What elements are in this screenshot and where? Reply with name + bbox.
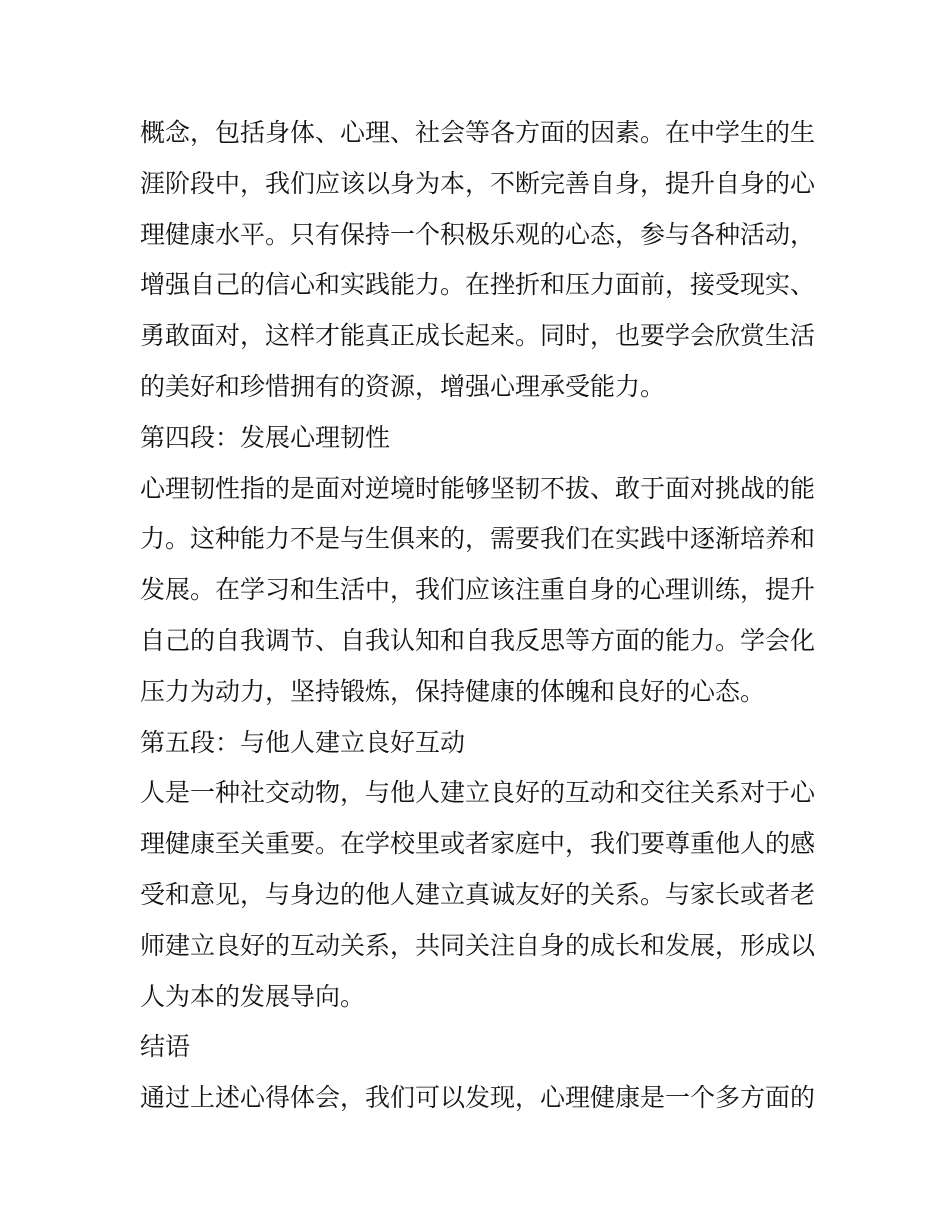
paragraph-line: 通过上述心得体会，我们可以发现，心理健康是一个多方面的 — [140, 1083, 816, 1113]
paragraph-line: 自己的自我调节、自我认知和自我反思等方面的能力。学会化 — [140, 625, 816, 655]
paragraph-line: 人是一种社交动物，与他人建立良好的互动和交往关系对于心 — [140, 778, 816, 808]
paragraph-line: 勇敢面对，这样才能真正成长起来。同时，也要学会欣赏生活 — [140, 321, 816, 351]
paragraph-line: 增强自己的信心和实践能力。在挫折和压力面前，接受现实、 — [140, 270, 816, 300]
paragraph-line: 的美好和珍惜拥有的资源，增强心理承受能力。 — [140, 371, 666, 401]
paragraph-line: 力。这种能力不是与生俱来的，需要我们在实践中逐渐培养和 — [140, 524, 816, 554]
paragraph-line: 发展。在学习和生活中，我们应该注重自身的心理训练，提升 — [140, 575, 816, 605]
section-heading: 结语 — [140, 1032, 191, 1062]
paragraph-line: 压力为动力，坚持锻炼，保持健康的体魄和良好的心态。 — [140, 676, 766, 706]
paragraph-line: 心理韧性指的是面对逆境时能够坚韧不拔、敢于面对挑战的能 — [140, 473, 816, 503]
paragraph-line: 师建立良好的互动关系，共同关注自身的成长和发展，形成以 — [140, 930, 816, 960]
paragraph-line: 人为本的发展导向。 — [140, 981, 366, 1011]
paragraph-line: 理健康水平。只有保持一个积极乐观的心态，参与各种活动， — [140, 219, 816, 249]
document-text — [140, 108, 820, 1124]
section-heading: 第四段：发展心理韧性 — [140, 422, 391, 452]
paragraph-line: 理健康至关重要。在学校里或者家庭中，我们要尊重他人的感 — [140, 829, 816, 859]
paragraph-line: 概念，包括身体、心理、社会等各方面的因素。在中学生的生 — [140, 118, 816, 147]
paragraph-line: 涯阶段中，我们应该以身为本，不断完善自身，提升自身的心 — [140, 168, 816, 198]
section-heading: 第五段：与他人建立良好互动 — [140, 727, 466, 757]
paragraph-line: 受和意见，与身边的他人建立真诚友好的关系。与家长或者老 — [140, 879, 816, 909]
